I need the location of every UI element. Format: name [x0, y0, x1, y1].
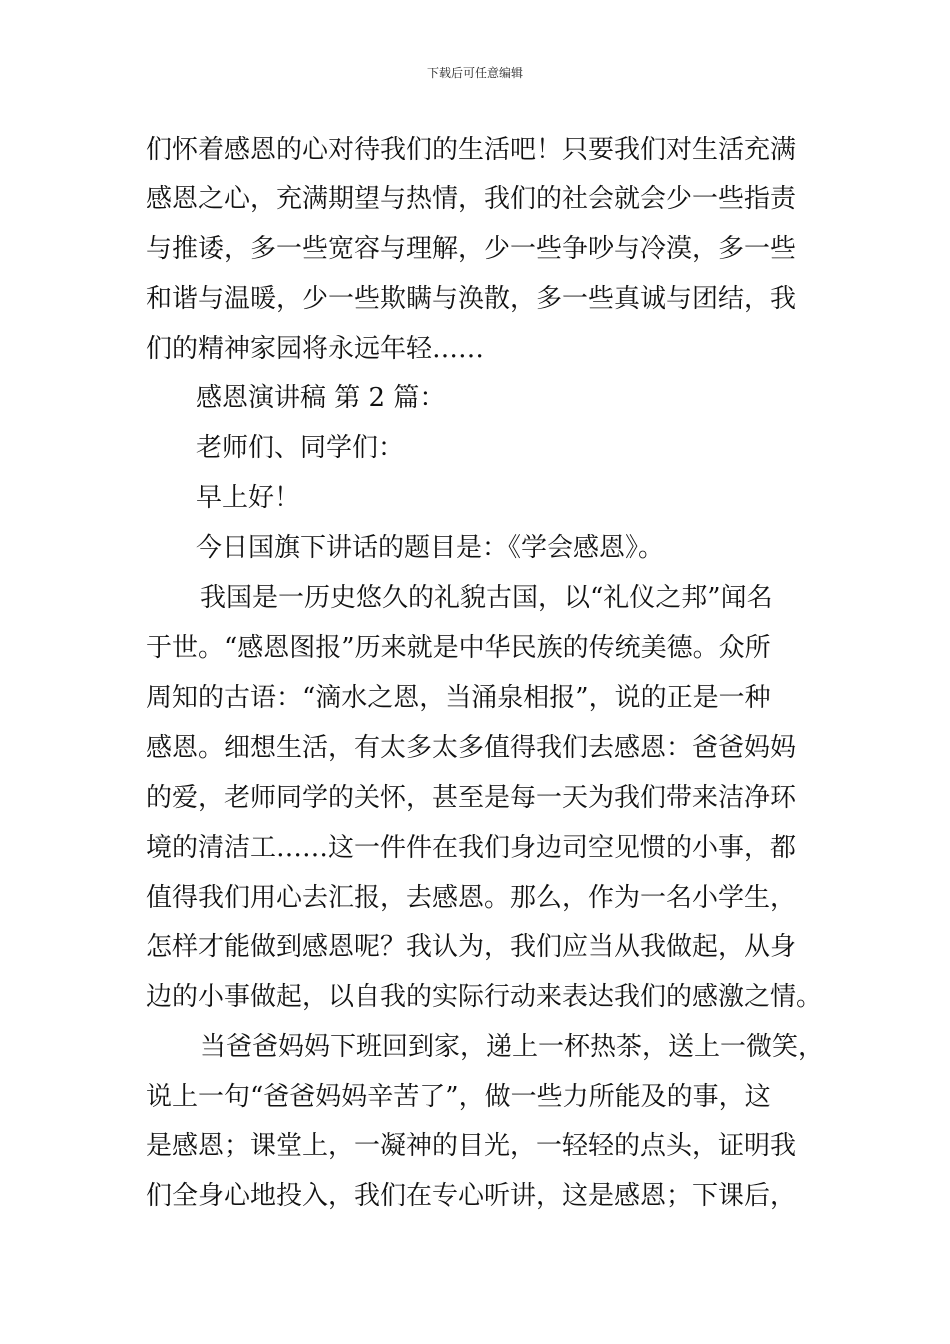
- section-title: 感恩演讲稿 第 2 篇：: [196, 383, 446, 413]
- text-line-3: 与推诿，多一些宽容与理解，少一些争吵与冷漠，多一些: [146, 234, 797, 264]
- text-line-4: 和谐与温暖，少一些欺瞒与涣散，多一些真诚与团结，我: [146, 284, 797, 314]
- greeting: 早上好！: [196, 483, 301, 513]
- text-line-21: 是感恩；课堂上，一凝神的目光，一轻轻的点头，证明我: [146, 1131, 797, 1161]
- text-line-2: 感恩之心，充满期望与热情，我们的社会就会少一些指责: [146, 184, 797, 214]
- text-line-19: 当爸爸妈妈下班回到家，递上一杯热茶，送上一微笑，: [200, 1032, 825, 1062]
- text-line-14: 的爱，老师同学的关怀，甚至是每一天为我们带来洁净环: [146, 783, 797, 813]
- text-line-15: 境的清洁工……这一件件在我们身边司空见惯的小事，都: [146, 833, 797, 863]
- text-line-10: 我国是一历史悠久的礼貌古国，以“礼仪之邦”闻名: [200, 583, 773, 613]
- text-line-20: 说上一句“爸爸妈妈辛苦了”，做一些力所能及的事，这: [146, 1082, 771, 1112]
- text-line-17: 怎样才能做到感恩呢？我认为，我们应当从我做起，从身: [146, 932, 797, 962]
- text-line-22: 们全身心地投入，我们在专心听讲，这是感恩；下课后，: [146, 1181, 797, 1211]
- salutation: 老师们、同学们：: [196, 433, 405, 463]
- topic-line: 今日国旗下讲话的题目是：《学会感恩》。: [196, 533, 665, 563]
- text-line-1: 们怀着感恩的心对待我们的生活吧！只要我们对生活充满: [146, 135, 797, 165]
- text-line-12: 周知的古语：“滴水之恩，当涌泉相报”，说的正是一种: [146, 683, 771, 713]
- page-header: 下载后可任意编辑: [426, 66, 523, 80]
- text-line-18: 边的小事做起，以自我的实际行动来表达我们的感激之情。: [146, 982, 823, 1012]
- text-line-13: 感恩。细想生活，有太多太多值得我们去感恩：爸爸妈妈: [146, 733, 797, 763]
- text-line-16: 值得我们用心去汇报，去感恩。那么，作为一名小学生，: [146, 883, 797, 913]
- text-line-5: 们的精神家园将永远年轻……: [146, 334, 485, 364]
- text-line-11: 于世。“感恩图报”历来就是中华民族的传统美德。众所: [146, 633, 771, 663]
